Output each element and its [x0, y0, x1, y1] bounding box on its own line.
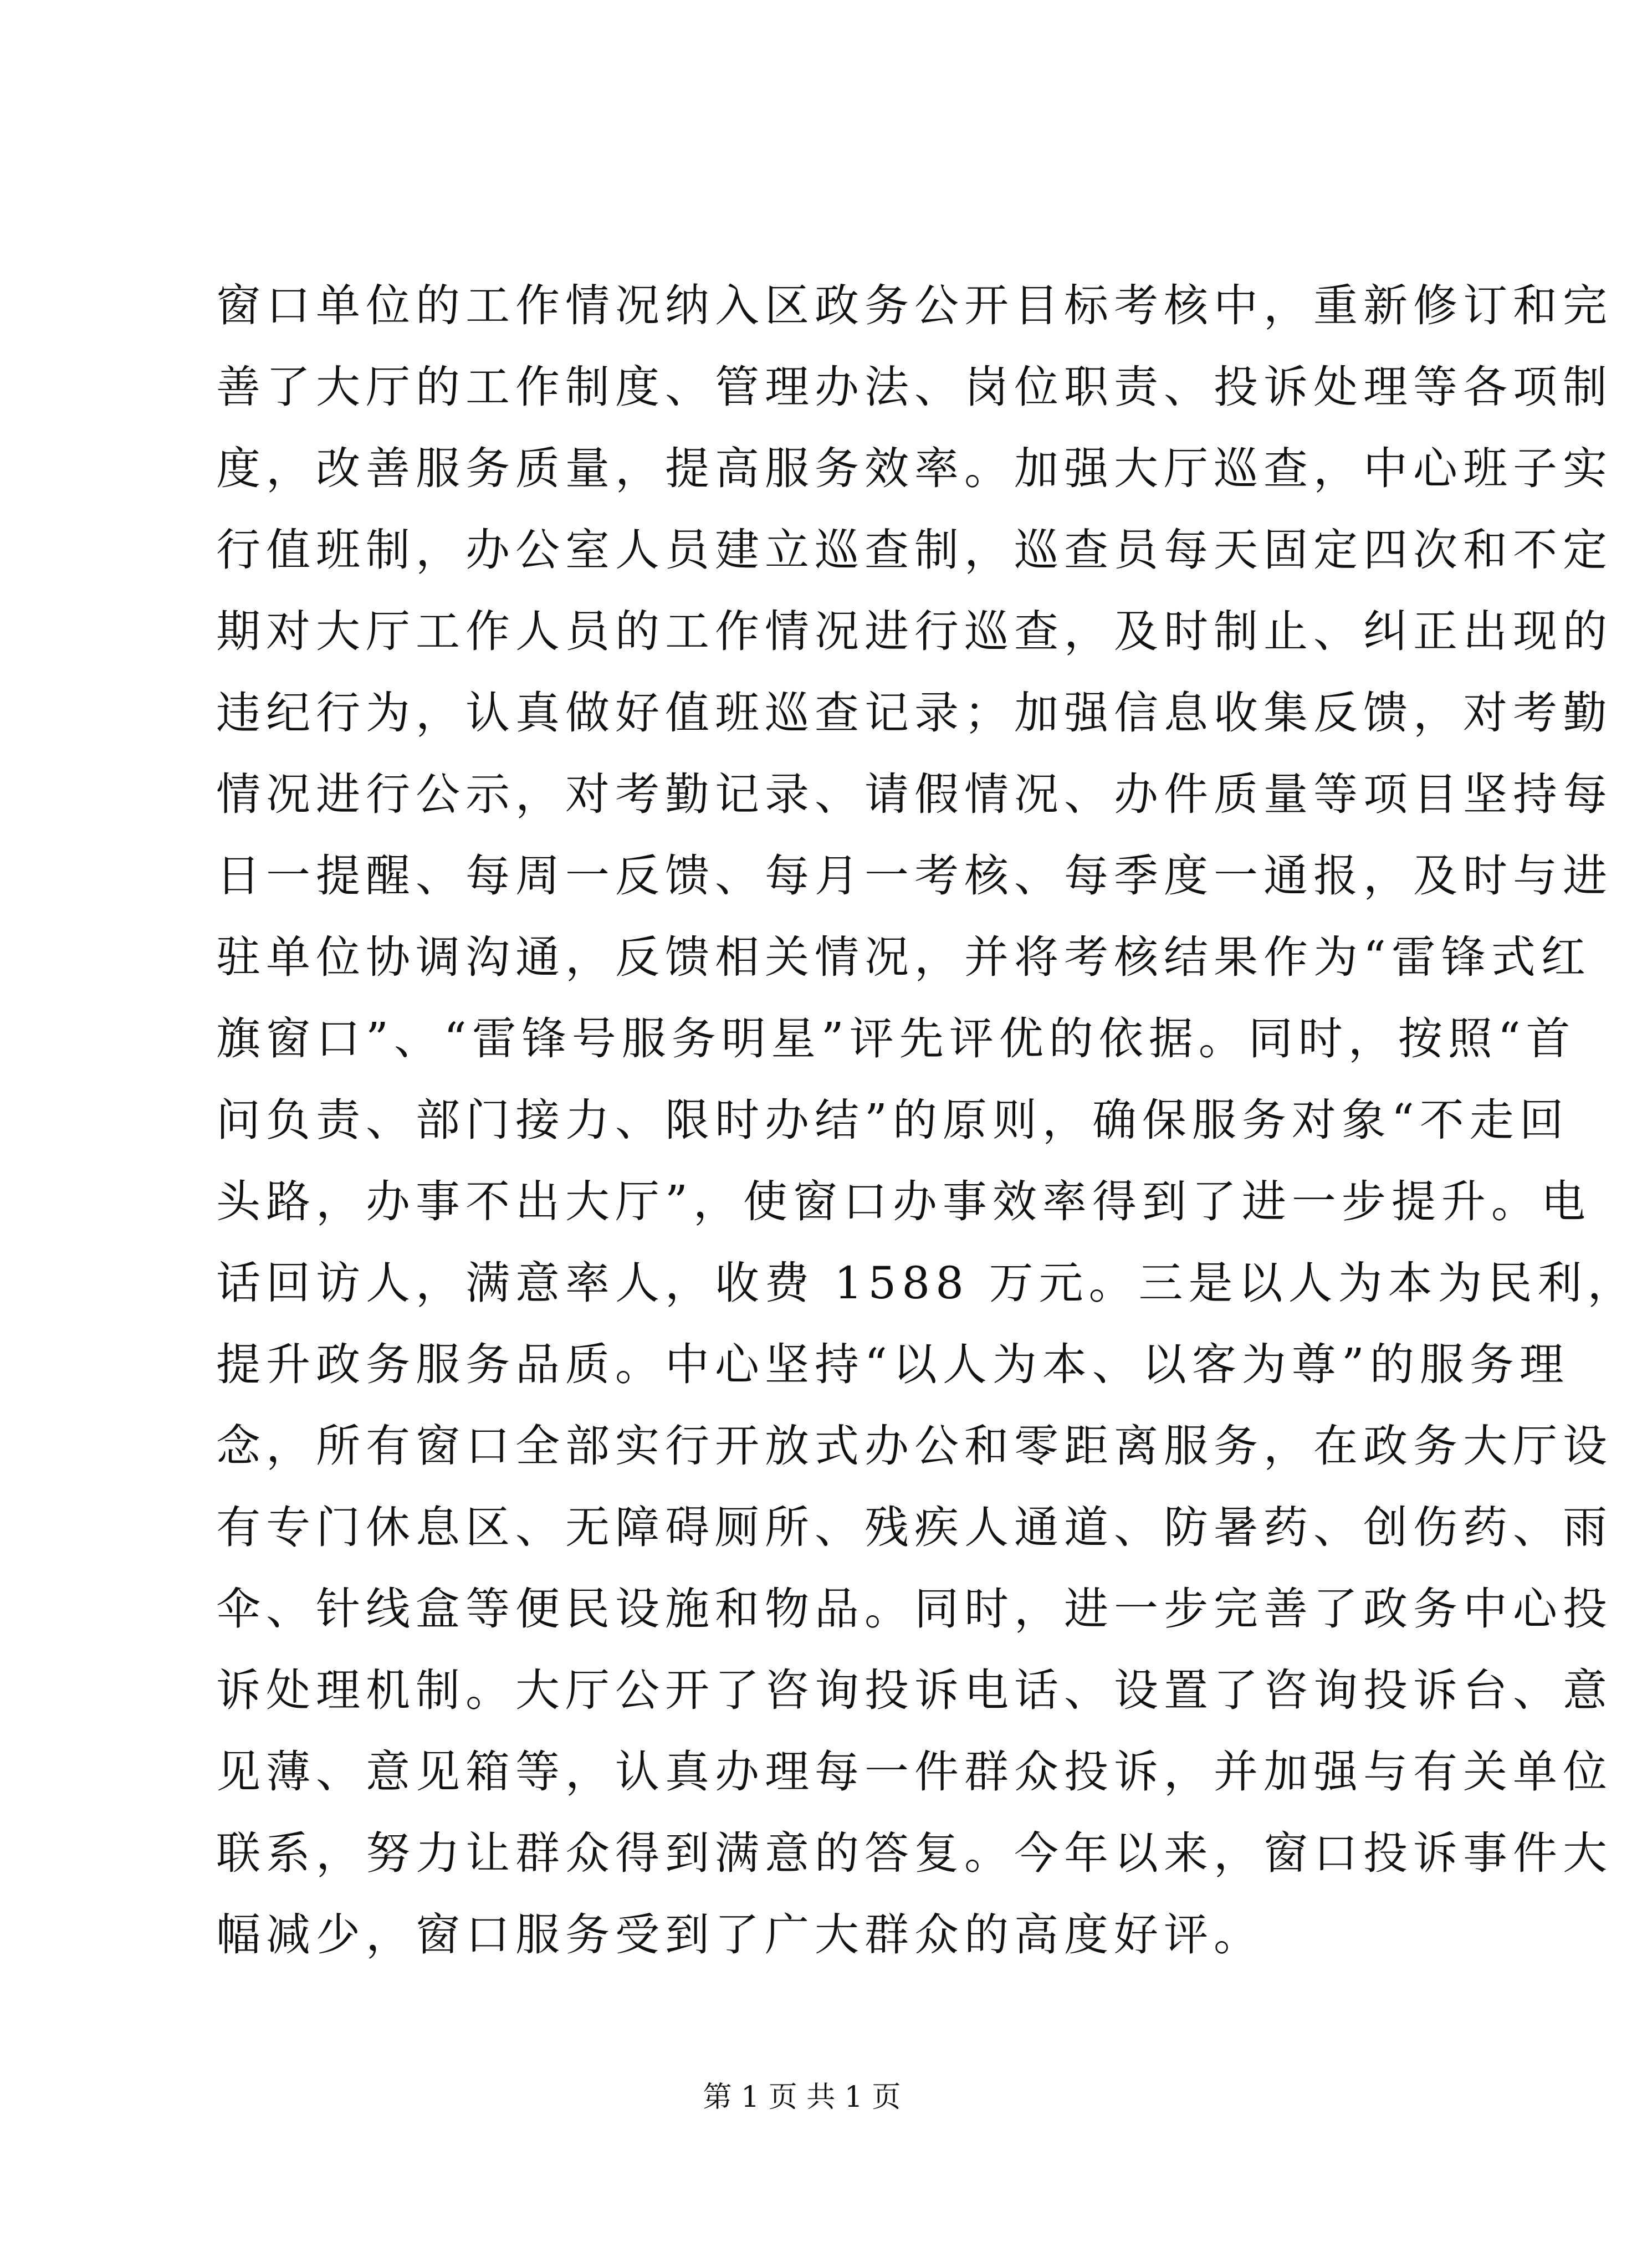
text-line-2: 善了大厅的工作制度、管理办法、岗位职责、投诉处理等各项制: [216, 361, 1613, 413]
body-text: [216, 265, 1637, 1975]
text-line-17: 伞、针线盒等便民设施和物品。同时，进一步完善了政务中心投: [216, 1583, 1613, 1635]
page-footer: [0, 2075, 1604, 2119]
text-line-11: 问负责、部门接力、限时办结”的原则，确保服务对象“不走回: [216, 1094, 1569, 1146]
text-line-5: 期对大厅工作人员的工作情况进行巡查，及时制止、纠正出现的: [216, 606, 1613, 657]
text-line-14: 提升政务服务品质。中心坚持“以人为本、以客为尊”的服务理: [216, 1339, 1569, 1390]
text-line-13: 话回访人，满意率人，收费 1588 万元。三是以人为本为民利，: [216, 1257, 1637, 1309]
text-line-19: 见薄、意见箱等，认真办理每一件群众投诉，并加强与有关单位: [216, 1746, 1613, 1798]
text-line-3: 度，改善服务质量，提高服务效率。加强大厅巡查，中心班子实: [216, 443, 1613, 494]
page-number: 第 1 页 共 1 页: [703, 2081, 901, 2114]
text-line-9: 驻单位协调沟通，反馈相关情况，并将考核结果作为“雷锋式红: [216, 931, 1591, 983]
text-line-4: 行值班制，办公室人员建立巡查制，巡查员每天固定四次和不定: [216, 524, 1613, 576]
text-line-15: 念，所有窗口全部实行开放式办公和零距离服务，在政务大厅设: [216, 1420, 1613, 1472]
text-line-12: 头路，办事不出大厅”，使窗口办事效率得到了进一步提升。电: [216, 1176, 1591, 1227]
text-line-10: 旗窗口”、“雷锋号服务明星”评先评优的依据。同时，按照“首: [216, 1013, 1576, 1064]
text-line-7: 情况进行公示，对考勤记录、请假情况、办件质量等项目坚持每: [216, 769, 1613, 820]
text-line-8: 日一提醒、每周一反馈、每月一考核、每季度一通报，及时与进: [216, 850, 1613, 902]
text-line-20: 联系，努力让群众得到满意的答复。今年以来，窗口投诉事件大: [216, 1827, 1613, 1879]
text-line-16: 有专门休息区、无障碍厕所、残疾人通道、防暑药、创伤药、雨: [216, 1502, 1613, 1553]
text-line-21: 幅减少，窗口服务受到了广大群众的高度好评。: [216, 1909, 1263, 1960]
text-line-1: 窗口单位的工作情况纳入区政务公开目标考核中，重新修订和完: [216, 280, 1613, 331]
text-line-6: 违纪行为，认真做好值班巡查记录；加强信息收集反馈，对考勤: [216, 687, 1613, 739]
text-line-18: 诉处理机制。大厅公开了咨询投诉电话、设置了咨询投诉台、意: [216, 1665, 1613, 1716]
